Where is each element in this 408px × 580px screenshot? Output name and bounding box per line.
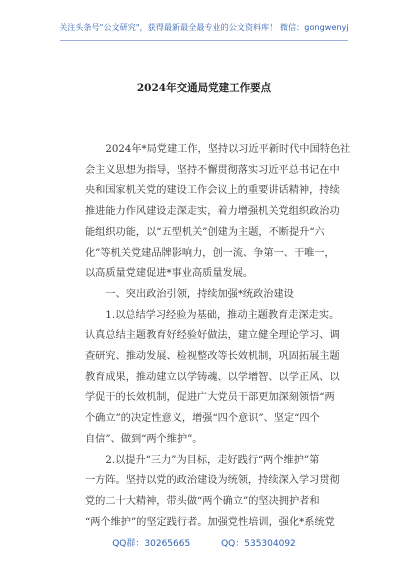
body-line: 认真总结主题教育好经验好做法，建立健全理论学习、调 [85,330,340,342]
document-title: 2024年交通局党建工作要点 [136,82,272,94]
header-divider [60,40,348,41]
body-line: 教育成果，推动建立以学铸魂、以学增智、以学正风、以 [85,371,340,383]
body-line: 以高质量党建促进*事业高质量发展。 [85,268,254,280]
header-banner: 关注头条号"公文研究"，获得最新最全最专业的公文资料库！ 微信：gongwenyj [59,23,349,32]
body-line: 学促干的长效机制，促进广大党员干部更加深刻领悟“两 [85,392,335,404]
document-body [85,140,351,533]
body-line: “两个维护”的坚定践行者。加强党性培训，强化*系统党 [85,516,335,528]
section-heading: 一、突出政治引领，持续加强*统政治建设 [105,288,294,300]
body-line: 党的二十大精神，带头做“两个确立”的坚决拥护者和 [85,495,320,507]
body-line: 2024年*局党建工作，坚持以习近平新时代中国特色社 [105,144,351,155]
body-line: 2.以提升“三力”为目标，走好践行“两个维护”第 [105,454,320,466]
footer-qq: QQ：535304092 [221,539,296,549]
body-line: 化”等机关党建品牌影响力，创一流、争第一、干唯一， [85,247,335,259]
body-line: 推进能力作风建设走深走实，着力增强机关党组织政治功 [85,206,340,218]
footer-contact [0,536,408,549]
body-line: 1.以总结学习经验为基础，推动主题教育走深走实。 [105,309,340,321]
body-line: 一方阵。坚持以党的政治建设为统领，持续深入学习贯彻 [85,475,340,487]
body-line: 查研究、推动发展、检视整改等长效机制，巩固拓展主题 [85,351,340,363]
body-line: 央和国家机关党的建设工作会议上的重要讲话精神，持续 [85,185,340,197]
body-line: 会主义思想为指导，坚持不懈贯彻落实习近平总书记在中 [85,164,340,176]
footer-qq-group: QQ群：30265665 [112,539,191,549]
body-line: 能组织功能，以“五型机关”创建为主题，不断提升“六 [85,226,325,238]
body-line: 自信”、做到“两个维护”。 [85,433,203,445]
body-line: 个确立”的决定性意义，增强“四个意识”、坚定“四个 [85,413,320,425]
